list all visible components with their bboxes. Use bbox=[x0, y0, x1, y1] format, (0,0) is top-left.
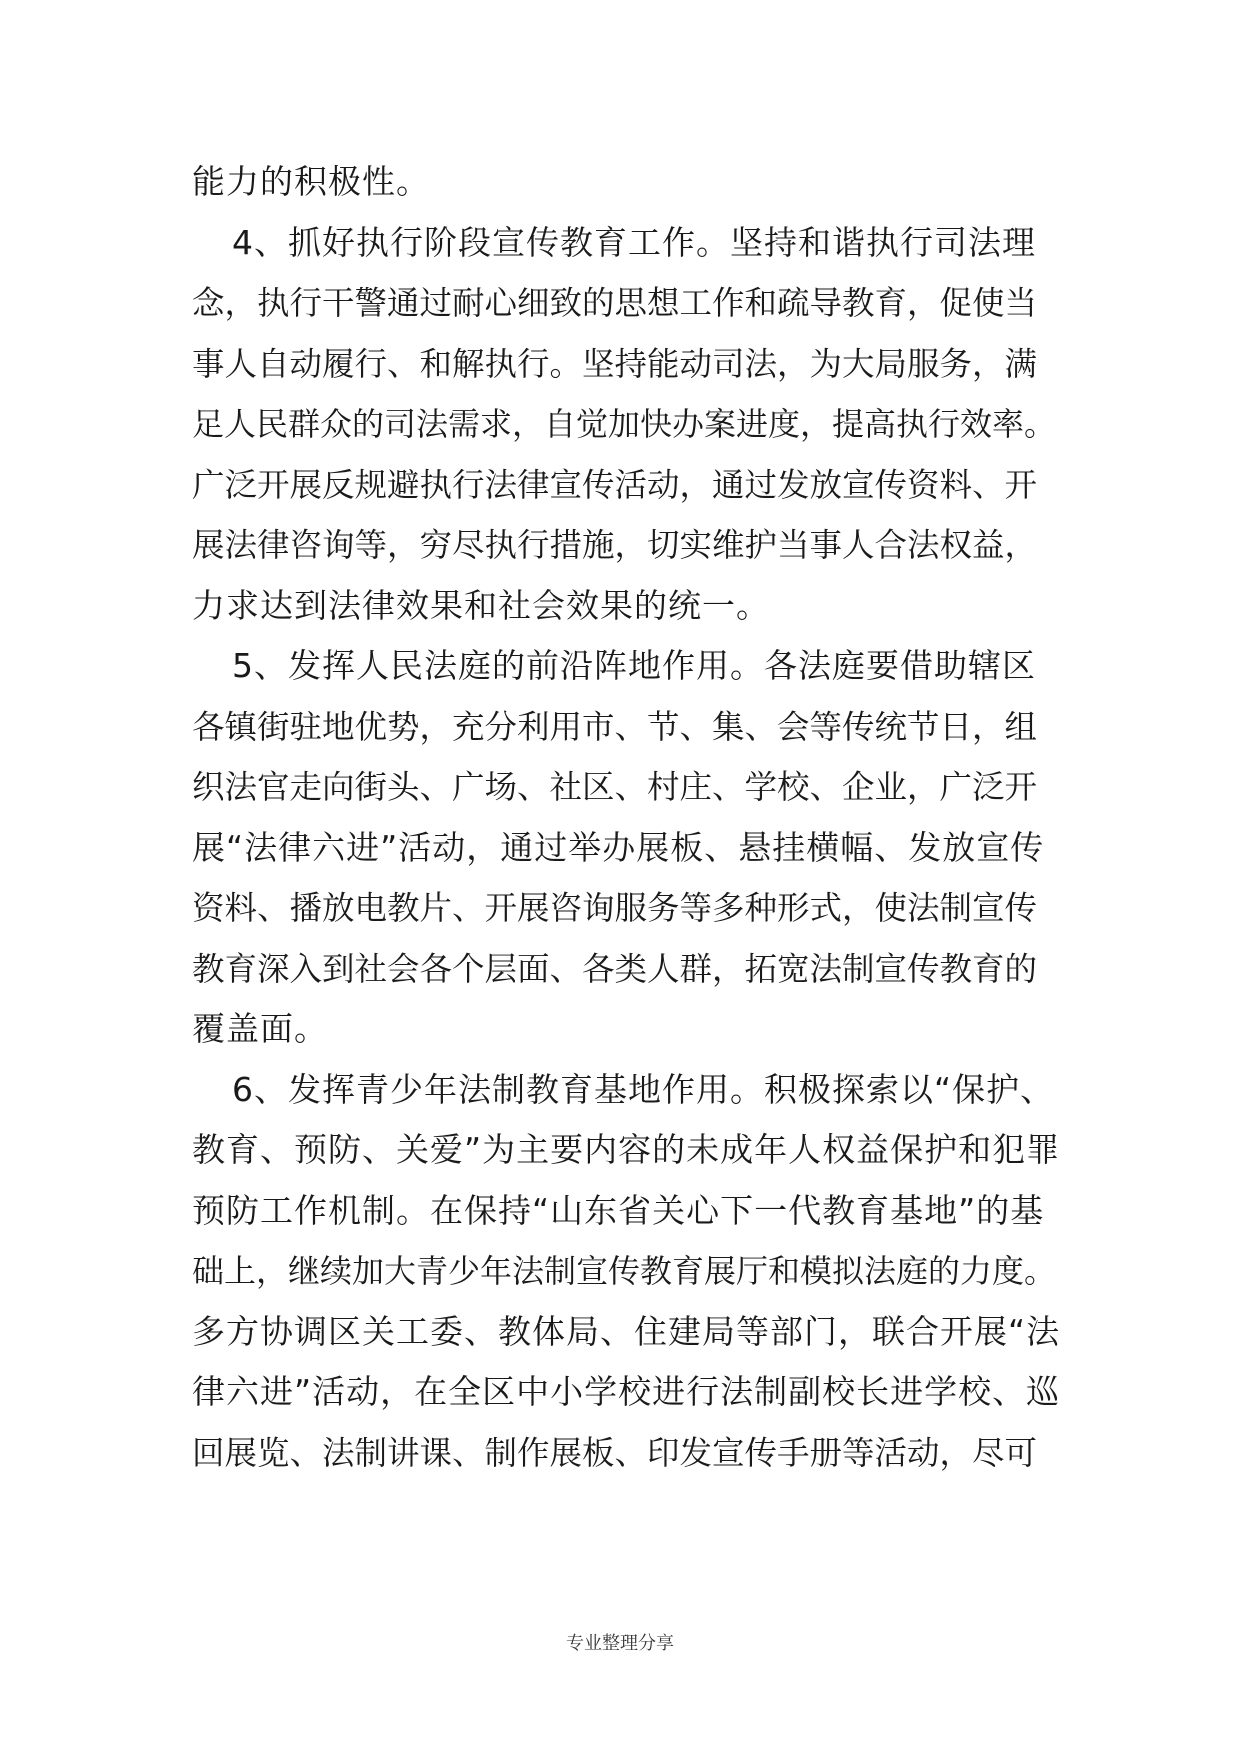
text-line: 事人自动履行、和解执行。坚持能动司法，为大局服务，满 bbox=[192, 345, 1038, 383]
text-line: 念，执行干警通过耐心细致的思想工作和疏导教育，促使当 bbox=[192, 284, 1038, 322]
text-line: 律六进”活动，在全区中小学校进行法制副校长进学校、巡 bbox=[192, 1372, 1061, 1411]
text-line: 足人民群众的司法需求，自觉加快办案进度，提高执行效率。 bbox=[192, 405, 1057, 443]
text-line: 织法官走向街头、广场、社区、村庄、学校、企业，广泛开 bbox=[192, 768, 1038, 806]
text-line: 资料、播放电教片、开展咨询服务等多种形式，使法制宣传 bbox=[192, 889, 1038, 927]
text-line: 各镇街驻地优势，充分利用市、节、集、会等传统节日，组 bbox=[192, 708, 1038, 746]
text-line: 教育深入到社会各个层面、各类人群，拓宽法制宣传教育的 bbox=[192, 950, 1038, 988]
text-line: 能力的积极性。 bbox=[192, 162, 430, 201]
text-line: 础上，继续加大青少年法制宣传教育展厅和模拟法庭的力度。 bbox=[192, 1252, 1057, 1290]
paragraph-4-start: 4、抓好执行阶段宣传教育工作。坚持和谐执行司法理 bbox=[232, 223, 1036, 262]
text-line: 教育、预防、关爱”为主要内容的未成年人权益保护和犯罪 bbox=[192, 1130, 1061, 1169]
text-line: 展法律咨询等，穷尽执行措施，切实维护当事人合法权益， bbox=[192, 526, 1038, 564]
page-footer: 专业整理分享 bbox=[566, 1633, 674, 1654]
text-line: 广泛开展反规避执行法律宣传活动，通过发放宣传资料、开 bbox=[192, 466, 1038, 504]
paragraph-6-start: 6、发挥青少年法制教育基地作用。积极探索以“保护、 bbox=[232, 1070, 1055, 1109]
text-line: 回展览、法制讲课、制作展板、印发宣传手册等活动，尽可 bbox=[192, 1434, 1038, 1472]
paragraph-5-start: 5、发挥人民法庭的前沿阵地作用。各法庭要借助辖区 bbox=[232, 646, 1036, 685]
text-line: 覆盖面。 bbox=[192, 1009, 328, 1048]
text-line: 力求达到法律效果和社会效果的统一。 bbox=[192, 586, 770, 625]
text-line: 预防工作机制。在保持“山东省关心下一代教育基地”的基 bbox=[192, 1191, 1045, 1230]
text-line: 展“法律六进”活动，通过举办展板、悬挂横幅、发放宣传 bbox=[192, 828, 1045, 867]
text-line: 多方协调区关工委、教体局、住建局等部门，联合开展“法 bbox=[192, 1312, 1061, 1351]
